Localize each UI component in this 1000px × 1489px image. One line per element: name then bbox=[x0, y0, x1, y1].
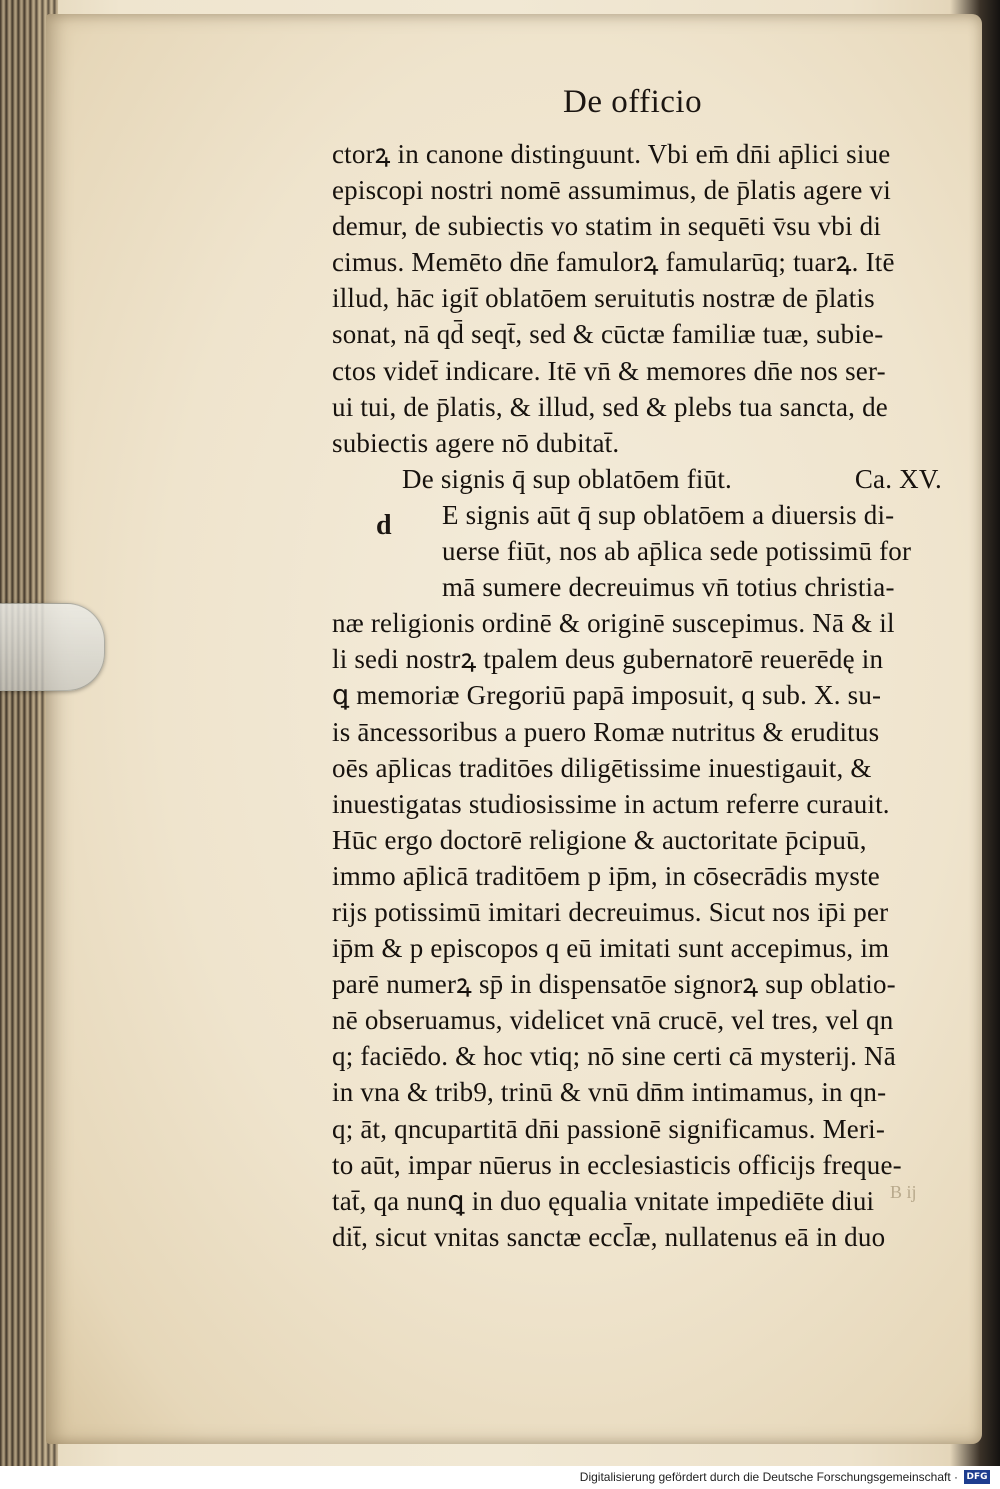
text-line: rijs potissimū imitari decreuimus. Sicut nos ip̄i per bbox=[332, 896, 889, 927]
text-line: cimus. Memēto dn̄e famulorꝝ famularūq; tuarꝝ. Itē bbox=[332, 247, 895, 278]
text-line: to aūt, impar nūerus in ecclesiasticis officijs freque- bbox=[332, 1149, 902, 1180]
text-line: immo ap̄licā traditōem p ip̄m, in cōsecrādis myste bbox=[332, 860, 880, 891]
footer-bar bbox=[0, 1466, 1000, 1489]
text-line: tat̄, qa nunꝗ in duo ęqualia vnitate impediēte diui bbox=[332, 1185, 875, 1216]
text-line: Hūc ergo doctorē religione & auctoritate p̄cipuū, bbox=[332, 824, 867, 855]
chapter-number: Ca. XV. bbox=[854, 463, 942, 494]
running-header: De officio bbox=[563, 84, 703, 120]
text-line: ip̄m & p episcopos q eū imitati sunt accepimus, im bbox=[332, 933, 890, 964]
text-line: oēs ap̄licas traditōes diligētissime inuestigauit, & bbox=[332, 752, 872, 783]
text-line: parē numerꝝ sp̄ in dispensatōe signorꝝ sup oblatio- bbox=[332, 969, 896, 1000]
text-line: demur, de subiectis vo statim in sequēti v̄su vbi di bbox=[332, 211, 882, 242]
text-line: mā sumere decreuimus vn̄ totius christia- bbox=[442, 572, 895, 603]
signature-mark: B ij bbox=[890, 1182, 917, 1202]
text-line: dit̄, sicut vnitas sanctæ eccl̄æ, nullatenus eā in duo bbox=[332, 1221, 886, 1252]
initial-letter: d bbox=[376, 510, 392, 541]
text-line: sonat, nā qd̄ seqt̄, sed & cūctæ familiæ tuæ, subie- bbox=[332, 319, 884, 350]
text-line: uerse fiūt, nos ab ap̄lica sede potissimū for bbox=[442, 536, 912, 567]
text-line: inuestigatas studiosissime in actum referre curauit. bbox=[332, 788, 890, 819]
text-line: E signis aūt q̄ sup oblatōem a diuersis di- bbox=[442, 499, 895, 530]
text-line: in vna & trib9, trinū & vnū dn̄m intimamus, in qn- bbox=[332, 1077, 887, 1108]
text-line: ꝗ memoriæ Gregoriū papā imposuit, q sub. X. su- bbox=[332, 680, 882, 711]
text-line: næ religionis ordinē & originē suscepimus. Nā & il bbox=[332, 608, 895, 639]
text-line: ui tui, de p̄latis, & illud, sed & plebs tua sancta, de bbox=[332, 391, 888, 422]
dfg-logo: DFG bbox=[964, 1470, 990, 1484]
text-line: is āncessoribus a puero Romæ nutritus & eruditus bbox=[332, 716, 880, 747]
text-line: nē obseruamus, videlicet vnā crucē, vel tres, vel qn bbox=[332, 1005, 894, 1036]
chapter-heading bbox=[332, 461, 964, 497]
body-text bbox=[332, 136, 964, 1255]
text-line: ctos videt̄ indicare. Itē vn̄ & memores dn̄e nos ser- bbox=[332, 355, 886, 386]
chapter-title: De signis q̄ sup oblatōem fiūt. bbox=[402, 463, 732, 494]
text-line: subiectis agere nō dubitat̄. bbox=[332, 427, 620, 458]
text-line: episcopi nostri nomē assumimus, de p̄latis agere vi bbox=[332, 175, 891, 206]
text-line: illud, hāc igit̄ oblatōem seruitutis nostræ de p̄latis bbox=[332, 283, 875, 314]
text-line: ctorꝝ in canone distinguunt. Vbi em̄ dn̄i ap̄lici siue bbox=[332, 139, 891, 169]
page-clip bbox=[0, 603, 105, 691]
footer-credit: Digitalisierung gefördert durch die Deutsche Forschungsgemeinschaft · bbox=[579, 1470, 958, 1484]
text-line: q; āt, qncupartitā dn̄i passionē significamus. Meri- bbox=[332, 1113, 886, 1144]
text-line: q; faciēdo. & hoc vtiq; nō sine certi cā mysterij. Nā bbox=[332, 1041, 896, 1072]
text-line: li sedi nostrꝝ tpalem deus gubernatorē reuerēdę in bbox=[332, 644, 884, 675]
